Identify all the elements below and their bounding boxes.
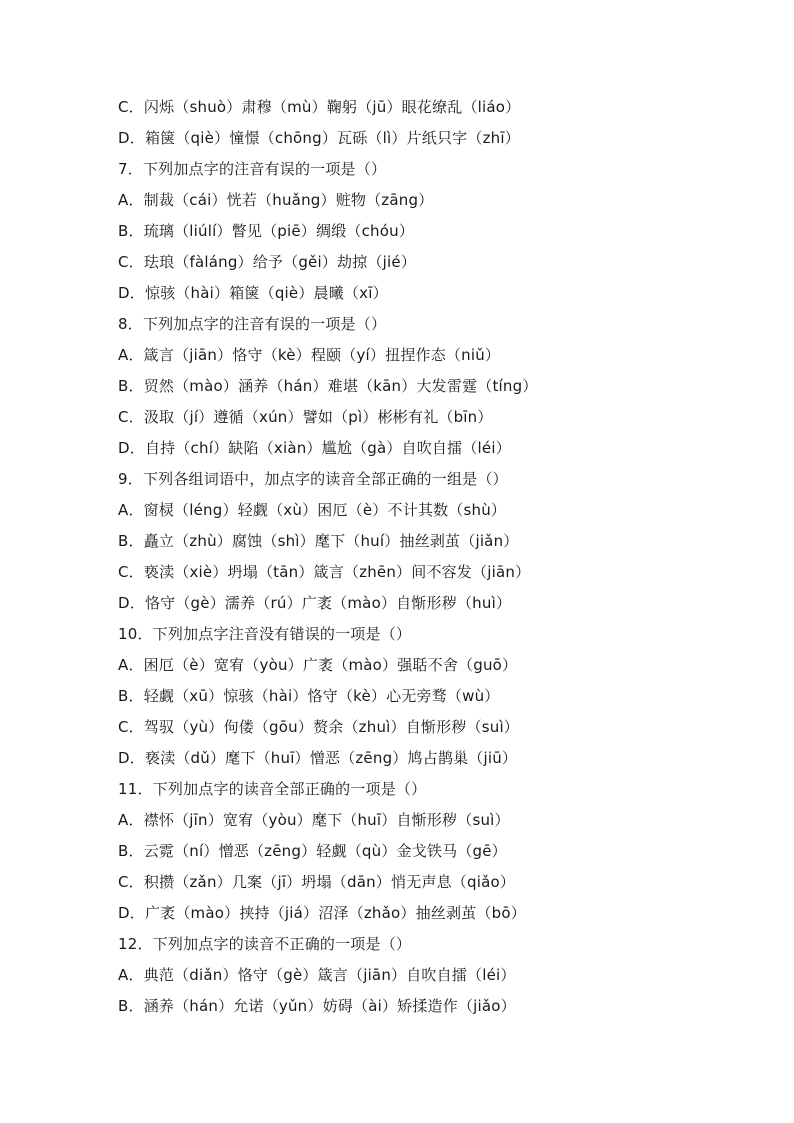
option-d-q11: D．广袤（mào）挟持（jiá）沼泽（zhǎo）抽丝剥茧（bō） bbox=[118, 904, 526, 922]
question-text-block bbox=[118, 92, 768, 1022]
option-b-q11: B．云霓（ní）憎恶（zēng）轻觑（qù）金戈铁马（gē） bbox=[118, 842, 507, 860]
option-d-q9: D．恪守（gè）濡养（rú）广袤（mào）自惭形秽（huì） bbox=[118, 594, 512, 612]
option-c-q9: C．亵渎（xiè）坍塌（tān）箴言（zhēn）间不容发（jiān） bbox=[118, 563, 531, 581]
option-a-q12: A．典范（diǎn）恪守（gè）箴言（jiān）自吹自擂（léi） bbox=[118, 966, 516, 984]
option-b-q7: B．琉璃（liúlí）瞥见（piē）绸缎（chóu） bbox=[118, 222, 415, 240]
option-a-q8: A．箴言（jiān）恪守（kè）程颐（yí）扭捏作态（niǔ） bbox=[118, 346, 501, 364]
option-d-q8: D．自持（chí）缺陷（xiàn）尴尬（gà）自吹自擂（léi） bbox=[118, 439, 511, 457]
option-d-q10: D．亵渎（dǔ）麾下（huī）憎恶（zēng）鸠占鹊巢（jiū） bbox=[118, 749, 518, 767]
question-7: 7．下列加点字的注音有误的一项是（） bbox=[118, 160, 387, 178]
option-d-q7: D．惊骇（hài）箱箧（qiè）晨曦（xī） bbox=[118, 284, 388, 302]
option-c-q6: C．闪烁（shuò）肃穆（mù）鞠躬（jū）眼花缭乱（liáo） bbox=[118, 98, 521, 116]
question-11: 11．下列加点字的读音全部正确的一项是（） bbox=[118, 780, 427, 798]
option-d-q6: D．箱箧（qiè）憧憬（chōng）瓦砾（lì）片纸只字（zhī） bbox=[118, 129, 520, 147]
option-c-q11: C．积攒（zǎn）几案（jī）坍塌（dān）悄无声息（qiǎo） bbox=[118, 873, 516, 891]
option-a-q10: A．困厄（è）宽宥（yòu）广袤（mào）强聒不舍（guō） bbox=[118, 656, 518, 674]
question-8: 8．下列加点字的注音有误的一项是（） bbox=[118, 315, 387, 333]
option-c-q10: C．驾驭（yù）佝偻（gōu）赘余（zhuì）自惭形秽（suì） bbox=[118, 718, 520, 736]
option-b-q9: B．矗立（zhù）腐蚀（shì）麾下（huí）抽丝剥茧（jiǎn） bbox=[118, 532, 519, 550]
option-a-q9: A．窗棂（léng）轻觑（xù）困厄（è）不计其数（shù） bbox=[118, 501, 507, 519]
option-b-q8: B．贸然（mào）涵养（hán）难堪（kān）大发雷霆（tíng） bbox=[118, 377, 538, 395]
option-a-q11: A．襟怀（jīn）宽宥（yòu）麾下（huī）自惭形秽（suì） bbox=[118, 811, 510, 829]
option-c-q7: C．珐琅（fàláng）给予（gěi）劫掠（jié） bbox=[118, 253, 417, 271]
option-b-q12: B．涵养（hán）允诺（yǔn）妨碍（ài）矫揉造作（jiǎo） bbox=[118, 997, 516, 1015]
option-c-q8: C．汲取（jí）遵循（xún）譬如（pì）彬彬有礼（bīn） bbox=[118, 408, 493, 426]
question-10: 10．下列加点字注音没有错误的一项是（） bbox=[118, 625, 412, 643]
question-9: 9．下列各组词语中，加点字的读音全部正确的一组是（） bbox=[118, 470, 508, 488]
option-a-q7: A．制裁（cái）恍若（huǎng）赃物（zāng） bbox=[118, 191, 434, 209]
question-12: 12．下列加点字的读音不正确的一项是（） bbox=[118, 935, 412, 953]
option-b-q10: B．轻觑（xū）惊骇（hài）恪守（kè）心无旁骛（wù） bbox=[118, 687, 500, 705]
